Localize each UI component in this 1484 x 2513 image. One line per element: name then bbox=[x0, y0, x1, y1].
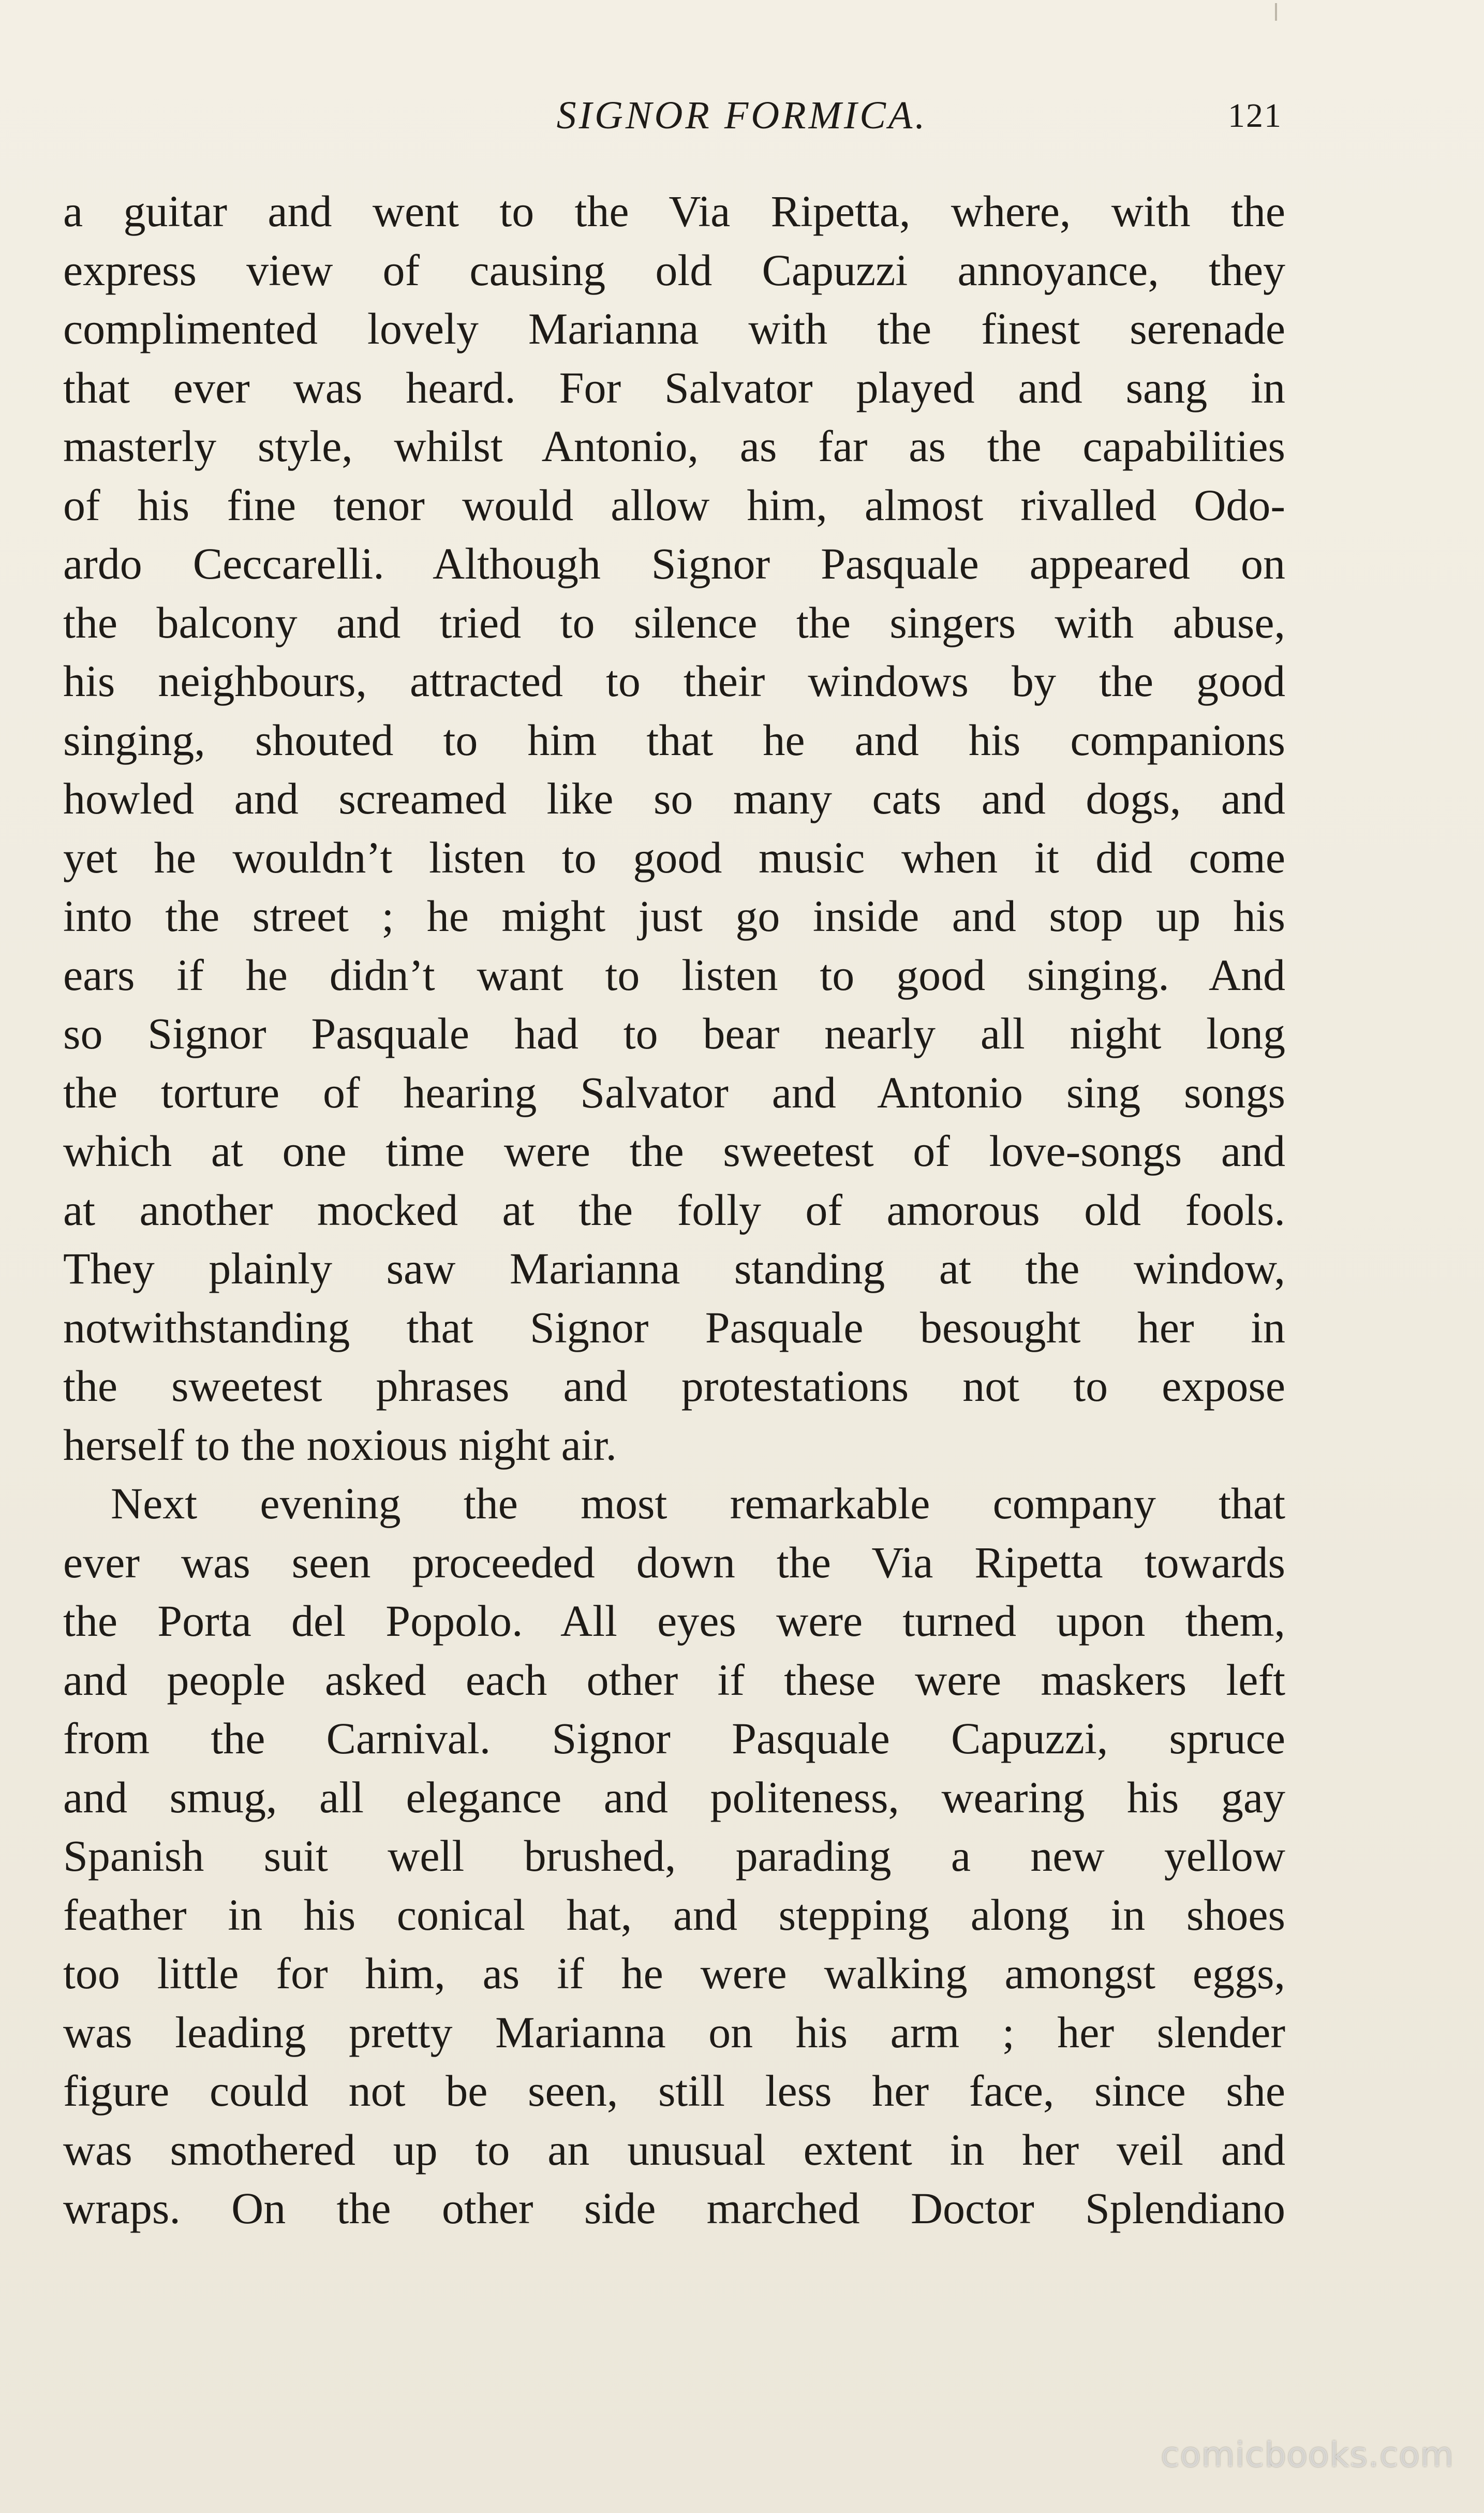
body-text bbox=[63, 182, 1285, 2238]
text-line: notwithstanding that Signor Pasquale besought her in bbox=[63, 1302, 1285, 1352]
text-line: and people asked each other if these were maskers left bbox=[63, 1654, 1285, 1705]
text-line: They plainly saw Marianna standing at the window, bbox=[63, 1244, 1285, 1293]
text-line: the sweetest phrases and protestations not to expose bbox=[63, 1361, 1285, 1411]
text-line: yet he wouldn’t listen to good music when it did come bbox=[63, 832, 1285, 882]
site-watermark: comicbooks.com bbox=[1161, 2435, 1454, 2475]
text-line: at another mocked at the folly of amorous old fools. bbox=[63, 1185, 1285, 1235]
text-line: Spanish suit well brushed, parading a new yellow bbox=[63, 1831, 1285, 1881]
text-line: into the street ; he might just go inside and stop up his bbox=[63, 891, 1285, 941]
text-line: complimented lovely Marianna with the finest serenade bbox=[63, 304, 1285, 353]
text-line: the Porta del Popolo. All eyes were turned upon them, bbox=[63, 1596, 1285, 1646]
text-line: was smothered up to an unusual extent in her veil and bbox=[63, 2124, 1285, 2175]
text-line: that ever was heard. For Salvator played and sang in bbox=[63, 362, 1285, 412]
running-title: SIGNOR FORMICA. bbox=[556, 94, 928, 137]
text-line: his neighbours, attracted to their windows by the good bbox=[63, 656, 1285, 706]
page-number: 121 bbox=[1228, 97, 1282, 135]
text-line: figure could not be seen, still less her face, since she bbox=[63, 2066, 1285, 2116]
text-line: of his fine tenor would allow him, almost rivalled Odo- bbox=[63, 480, 1285, 530]
text-line: so Signor Pasquale had to bear nearly all night long bbox=[63, 1009, 1285, 1058]
text-line: from the Carnival. Signor Pasquale Capuzzi, spruce bbox=[63, 1713, 1285, 1763]
text-line: masterly style, whilst Antonio, as far as the capabilities bbox=[63, 421, 1285, 471]
text-line: the balcony and tried to silence the singers with abuse, bbox=[63, 597, 1285, 647]
text-line: too little for him, as if he were walking amongst eggs, bbox=[63, 1948, 1285, 1998]
text-line: howled and screamed like so many cats and dogs, and bbox=[63, 774, 1285, 823]
text-line: which at one time were the sweetest of love-songs and bbox=[63, 1126, 1285, 1176]
running-header bbox=[0, 93, 1484, 155]
text-line: the torture of hearing Salvator and Antonio sing songs bbox=[63, 1067, 1285, 1117]
text-line: a guitar and went to the Via Ripetta, where, with the bbox=[63, 186, 1285, 236]
text-line: ardo Ceccarelli. Although Signor Pasquale appeared on bbox=[63, 539, 1285, 588]
text-line: was leading pretty Marianna on his arm ; her slender bbox=[63, 2007, 1285, 2057]
page-speck bbox=[1275, 3, 1277, 21]
text-line: feather in his conical hat, and stepping along in shoes bbox=[63, 1889, 1285, 1940]
text-line: ever was seen proceeded down the Via Ripetta towards bbox=[63, 1537, 1285, 1587]
paragraph-last-line: herself to the noxious night air. bbox=[63, 1420, 617, 1470]
paragraph-first-line: Next evening the most remarkable company that bbox=[111, 1479, 1285, 1528]
text-line: wraps. On the other side marched Doctor Splendiano bbox=[63, 2183, 1285, 2233]
text-line: express view of causing old Capuzzi annoyance, they bbox=[63, 245, 1285, 295]
text-line: ears if he didn’t want to listen to good singing. And bbox=[63, 950, 1285, 1000]
text-line: and smug, all elegance and politeness, wearing his gay bbox=[63, 1772, 1285, 1822]
text-line: singing, shouted to him that he and his companions bbox=[63, 715, 1285, 765]
